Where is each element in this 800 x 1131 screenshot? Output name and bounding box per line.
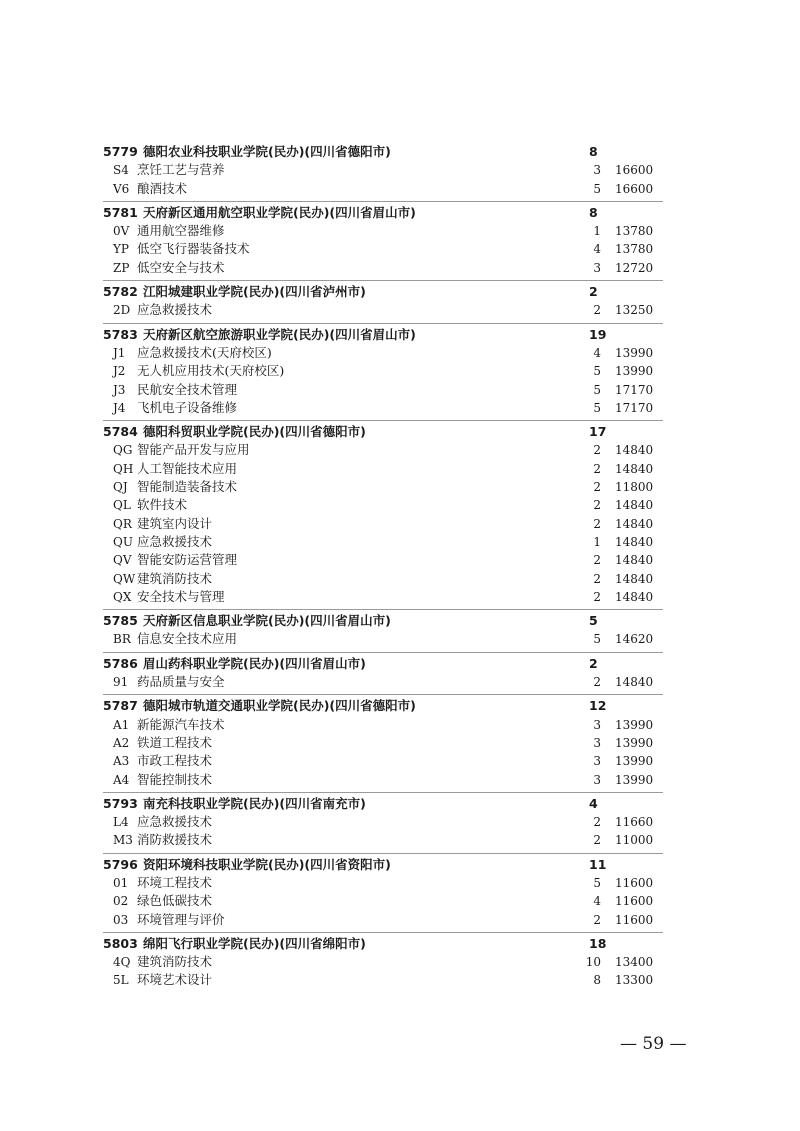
major-count: 3 (593, 754, 601, 769)
major-row (103, 180, 663, 198)
major-row (103, 630, 663, 648)
major-code: J1 (113, 345, 126, 360)
major-row (103, 588, 663, 606)
school-row (103, 204, 663, 222)
major-fee: 13990 (615, 345, 654, 360)
major-row (103, 813, 663, 831)
major-code: L4 (113, 815, 129, 830)
major-row (103, 222, 663, 240)
major-code: J3 (113, 382, 126, 397)
major-fee: 13780 (615, 224, 654, 239)
major-count: 1 (593, 224, 601, 239)
major-fee: 11660 (615, 815, 654, 830)
major-code: QX (113, 589, 132, 604)
major-code: 0V (113, 224, 130, 239)
major-code: 5L (113, 973, 129, 988)
major-name: 无人机应用技术(天府校区) (137, 363, 285, 379)
major-code: J2 (113, 364, 126, 379)
major-row (103, 381, 663, 399)
school-name: 天府新区航空旅游职业学院(民办)(四川省眉山市) (143, 326, 416, 342)
major-name: 铁道工程技术 (137, 734, 213, 750)
major-fee: 13990 (615, 754, 654, 769)
school-code: 5782 (103, 284, 138, 300)
school-row (103, 795, 663, 813)
school-code: 5784 (103, 424, 138, 440)
major-fee: 17170 (615, 400, 654, 415)
page-number: — 59 — (620, 1034, 687, 1054)
major-row (103, 301, 663, 319)
major-count: 3 (593, 772, 601, 787)
major-name: 软件技术 (137, 497, 188, 513)
major-code: QG (113, 443, 133, 458)
major-row (103, 551, 663, 569)
major-name: 通用航空器维修 (137, 223, 225, 239)
major-code: QJ (113, 480, 128, 495)
major-name: 建筑消防技术 (137, 570, 213, 586)
major-fee: 16600 (615, 163, 654, 178)
major-count: 4 (593, 894, 601, 909)
major-name: 智能制造装备技术 (137, 479, 238, 495)
school-count: 8 (589, 204, 598, 220)
major-row (103, 460, 663, 478)
major-row (103, 673, 663, 691)
major-name: 建筑消防技术 (137, 954, 213, 970)
major-code: M3 (113, 833, 133, 848)
major-row (103, 362, 663, 380)
major-fee: 13990 (615, 735, 654, 750)
major-code: QW (113, 571, 136, 586)
major-count: 1 (593, 534, 601, 549)
major-name: 智能安防运营管理 (137, 552, 238, 568)
major-name: 低空安全与技术 (137, 259, 225, 275)
major-code: A4 (113, 772, 130, 787)
major-name: 民航安全技术管理 (137, 381, 238, 397)
major-row (103, 874, 663, 892)
major-count: 3 (593, 735, 601, 750)
school-code: 5796 (103, 856, 138, 872)
major-fee: 13250 (615, 303, 654, 318)
major-fee: 14840 (615, 534, 654, 549)
major-code: QU (113, 534, 133, 549)
school-row (103, 697, 663, 715)
major-fee: 13990 (615, 364, 654, 379)
major-count: 2 (593, 443, 601, 458)
major-fee: 11600 (615, 894, 654, 909)
school-block (103, 201, 663, 277)
major-code: 4Q (113, 955, 131, 970)
school-count: 11 (589, 856, 607, 872)
major-count: 2 (593, 912, 601, 927)
major-count: 2 (593, 815, 601, 830)
major-count: 2 (593, 675, 601, 690)
major-name: 应急救援技术(天府校区) (137, 344, 272, 360)
school-list (103, 141, 663, 990)
major-code: 91 (113, 675, 129, 690)
major-fee: 11600 (615, 912, 654, 927)
major-row (103, 399, 663, 417)
school-count: 19 (589, 326, 607, 342)
school-count: 2 (589, 284, 598, 300)
major-row (103, 496, 663, 514)
major-count: 4 (593, 345, 601, 360)
school-name: 德阳科贸职业学院(民办)(四川省德阳市) (143, 424, 366, 440)
major-name: 新能源汽车技术 (137, 716, 225, 732)
school-name: 天府新区信息职业学院(民办)(四川省眉山市) (143, 613, 391, 629)
major-name: 药品质量与安全 (137, 674, 225, 690)
major-count: 2 (593, 303, 601, 318)
major-fee: 11600 (615, 875, 654, 890)
school-block (103, 932, 663, 990)
school-block (103, 141, 663, 198)
major-count: 4 (593, 242, 601, 257)
school-row (103, 856, 663, 874)
major-fee: 13300 (615, 973, 654, 988)
major-count: 3 (593, 163, 601, 178)
major-row (103, 892, 663, 910)
school-block (103, 323, 663, 417)
major-code: V6 (113, 181, 130, 196)
major-count: 2 (593, 516, 601, 531)
major-name: 飞机电子设备维修 (137, 399, 238, 415)
major-code: A1 (113, 717, 130, 732)
major-row (103, 240, 663, 258)
major-code: ZP (113, 260, 130, 275)
school-block (103, 652, 663, 692)
school-row (103, 935, 663, 953)
major-code: 03 (113, 912, 129, 927)
school-name: 资阳环境科技职业学院(民办)(四川省资阳市) (143, 856, 391, 872)
major-count: 2 (593, 571, 601, 586)
school-block (103, 280, 663, 320)
major-code: YP (113, 242, 129, 257)
major-count: 2 (593, 498, 601, 513)
major-name: 应急救援技术 (137, 814, 213, 830)
major-name: 信息安全技术应用 (137, 631, 238, 647)
major-code: QR (113, 516, 132, 531)
school-count: 17 (589, 424, 607, 440)
major-name: 市政工程技术 (137, 753, 213, 769)
major-fee: 14840 (615, 589, 654, 604)
major-code: 02 (113, 894, 129, 909)
major-count: 3 (593, 260, 601, 275)
major-row (103, 161, 663, 179)
major-name: 绿色低碳技术 (137, 893, 213, 909)
school-name: 眉山药科职业学院(民办)(四川省眉山市) (143, 655, 366, 671)
school-row (103, 143, 663, 161)
school-row (103, 655, 663, 673)
major-name: 环境工程技术 (137, 874, 213, 890)
major-row (103, 441, 663, 459)
major-code: A3 (113, 754, 130, 769)
major-count: 5 (593, 400, 601, 415)
major-count: 10 (585, 955, 601, 970)
major-code: S4 (113, 163, 129, 178)
school-code: 5793 (103, 795, 138, 811)
school-name: 江阳城建职业学院(民办)(四川省泸州市) (143, 284, 366, 300)
school-block (103, 792, 663, 850)
major-name: 建筑室内设计 (137, 515, 213, 531)
major-count: 5 (593, 632, 601, 647)
school-count: 8 (589, 144, 598, 159)
major-code: QV (113, 553, 132, 568)
major-name: 智能产品开发与应用 (137, 442, 250, 458)
major-name: 智能控制技术 (137, 771, 213, 787)
school-block (103, 420, 663, 606)
major-code: QL (113, 498, 131, 513)
major-name: 低空飞行器装备技术 (137, 241, 250, 257)
major-fee: 14840 (615, 443, 654, 458)
school-row (103, 423, 663, 441)
school-count: 12 (589, 698, 607, 714)
major-row (103, 515, 663, 533)
major-code: BR (113, 632, 131, 647)
school-count: 18 (589, 935, 607, 951)
major-count: 2 (593, 553, 601, 568)
school-count: 5 (589, 613, 598, 629)
major-row (103, 831, 663, 849)
major-count: 5 (593, 875, 601, 890)
major-fee: 14620 (615, 632, 654, 647)
major-fee: 12720 (615, 260, 654, 275)
major-name: 应急救援技术 (137, 302, 213, 318)
major-count: 8 (593, 973, 601, 988)
major-fee: 14840 (615, 675, 654, 690)
school-code: 5786 (103, 655, 138, 671)
major-name: 环境艺术设计 (137, 972, 213, 988)
major-fee: 13990 (615, 772, 654, 787)
school-row (103, 326, 663, 344)
major-row (103, 911, 663, 929)
major-count: 5 (593, 364, 601, 379)
school-code: 5781 (103, 204, 138, 220)
school-block (103, 694, 663, 788)
major-name: 酿酒技术 (137, 180, 188, 196)
major-fee: 14840 (615, 498, 654, 513)
school-row (103, 283, 663, 301)
major-row (103, 716, 663, 734)
major-count: 2 (593, 833, 601, 848)
major-code: QH (113, 461, 134, 476)
school-count: 4 (589, 795, 598, 811)
school-code: 5803 (103, 935, 138, 951)
major-count: 2 (593, 589, 601, 604)
school-code: 5783 (103, 326, 138, 342)
major-name: 环境管理与评价 (137, 911, 225, 927)
school-code: 5787 (103, 698, 138, 714)
major-row (103, 478, 663, 496)
major-fee: 13990 (615, 717, 654, 732)
major-row (103, 259, 663, 277)
major-name: 消防救援技术 (137, 832, 213, 848)
major-name: 人工智能技术应用 (137, 460, 238, 476)
school-name: 绵阳飞行职业学院(民办)(四川省绵阳市) (143, 935, 366, 951)
school-row (103, 612, 663, 630)
major-count: 5 (593, 181, 601, 196)
major-row (103, 752, 663, 770)
major-row (103, 734, 663, 752)
major-code: 2D (113, 303, 131, 318)
major-row (103, 771, 663, 789)
major-row (103, 533, 663, 551)
major-code: J4 (113, 400, 126, 415)
major-fee: 11000 (615, 833, 654, 848)
major-fee: 14840 (615, 516, 654, 531)
major-code: A2 (113, 735, 130, 750)
major-fee: 14840 (615, 553, 654, 568)
major-fee: 13400 (615, 955, 654, 970)
major-fee: 11800 (615, 480, 654, 495)
school-block (103, 853, 663, 929)
school-name: 德阳城市轨道交通职业学院(民办)(四川省德阳市) (143, 698, 416, 714)
school-name: 天府新区通用航空职业学院(民办)(四川省眉山市) (143, 204, 416, 220)
major-count: 5 (593, 382, 601, 397)
school-code: 5779 (103, 144, 138, 159)
major-count: 2 (593, 461, 601, 476)
major-row (103, 570, 663, 588)
major-count: 3 (593, 717, 601, 732)
school-block (103, 609, 663, 649)
major-row (103, 971, 663, 989)
major-fee: 16600 (615, 181, 654, 196)
school-code: 5785 (103, 613, 138, 629)
school-count: 2 (589, 655, 598, 671)
major-name: 应急救援技术 (137, 533, 213, 549)
major-name: 安全技术与管理 (137, 588, 225, 604)
major-name: 烹饪工艺与营养 (137, 162, 225, 178)
major-row (103, 953, 663, 971)
major-fee: 14840 (615, 571, 654, 586)
school-name: 德阳农业科技职业学院(民办)(四川省德阳市) (143, 144, 391, 159)
school-name: 南充科技职业学院(民办)(四川省南充市) (143, 795, 366, 811)
major-fee: 17170 (615, 382, 654, 397)
major-code: 01 (113, 875, 129, 890)
major-count: 2 (593, 480, 601, 495)
major-fee: 13780 (615, 242, 654, 257)
major-fee: 14840 (615, 461, 654, 476)
major-row (103, 344, 663, 362)
